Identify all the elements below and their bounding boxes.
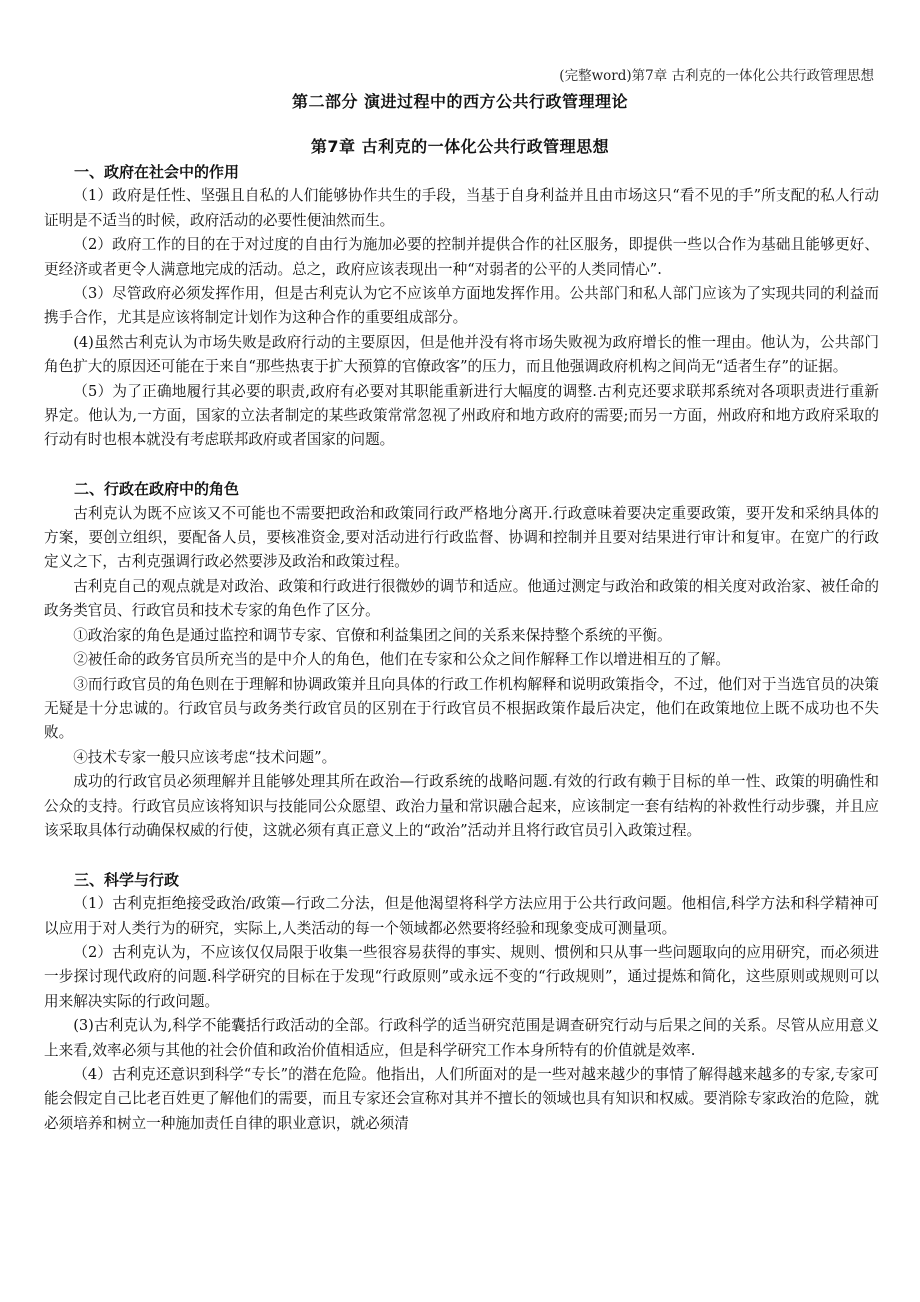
section-heading: 三、科学与行政	[74, 870, 180, 889]
section-spacer	[44, 453, 879, 477]
paragraph: （5）为了正确地履行其必要的职责,政府有必要对其职能重新进行大幅度的调整.古利克还要求联邦系统对各项职责进行重新界定。他认为,一方面，国家的立法者制定的某些政策常常忽视了州政府和地方政府的需要;而另一方面，州政府和地方政府采取的行动有时也根本就没有考虑联邦政府或者国家的问题。	[44, 382, 879, 449]
paragraph: (4)虽然古利克认为市场失败是政府行动的主要原因，但是他并没有将市场失败视为政府增长的惟一理由。他认为，公共部门角色扩大的原因还可能在于来自“那些热衷于扩大预算的官僚政客”的压力，而且他强调政府机构之间尚无“适者生存”的证据。	[44, 333, 879, 376]
section-spacer	[44, 843, 879, 867]
paragraph: 成功的行政官员必须理解并且能够处理其所在政治—行政系统的战略问题.有效的行政有赖于目标的单一性、政策的明确性和公众的支持。行政官员应该将知识与技能同公众愿望、政治力量和常识融合起来，应该制定一套有结构的补救性行动步骤，并且应该采取具体行动确保权威的行使，这就必须有真正意义上的“政治”活动并且将行政官员引入政策过程。	[44, 773, 879, 839]
chapter-title: 第7章 古利克的一体化公共行政管理思想	[310, 137, 610, 156]
document-body	[44, 160, 879, 1136]
part-title: 第二部分 演进过程中的西方公共行政管理理论	[291, 92, 629, 111]
list-item: ④技术专家一般只应该考虑“技术问题”。	[73, 748, 337, 766]
running-header: (完整word)第7章 古利克的一体化公共行政管理思想	[559, 68, 874, 84]
paragraph: （4）古利克还意识到科学“专长”的潜在危险。他指出，人们所面对的是一些对越来越少的事情了解得越来越多的专家,专家可能会假定自己比老百姓更了解他们的需要，而且专家还会宣称对其并不擅长的领域也具有知识和权威。要消除专家政治的危险，就必须培养和树立一种施加责任自律的职业意识，就必须清	[44, 1066, 879, 1132]
list-item: ②被任命的政务官员所充当的是中介人的角色，他们在专家和公众之间作解释工作以增进相互的了解。	[73, 651, 730, 669]
paragraph: （2）古利克认为，不应该仅仅局限于收集一些很容易获得的事实、规则、惯例和只从事一些问题取向的应用研究，而必须进一步探讨现代政府的问题.科学研究的目标在于发现“行政原则”或永远不变的“行政规则”，通过提炼和简化，这些原则或规则可以用来解决实际的行政问题。	[44, 943, 879, 1010]
paragraph: (3)古利克认为,科学不能囊括行政活动的全部。行政科学的适当研究范围是调查研究行动与后果之间的关系。尽管从应用意义上来看,效率必须与其他的社会价值和政治价值相适应，但是科学研究工作本身所特有的价值就是效率.	[44, 1017, 879, 1059]
list-item: ①政治家的角色是通过监控和调节专家、官僚和利益集团之间的关系来保持整个系统的平衡。	[73, 626, 672, 644]
paragraph: 古利克认为既不应该又不可能也不需要把政治和政策同行政严格地分离开.行政意味着要决定重要政策，要开发和采纳具体的方案，要创立组织，要配备人员，要核准资金,要对活动进行行政监督、协调和控制并且要对结果进行审计和复审。在宽广的行政定义之下，古利克强调行政必然要涉及政治和政策过程。	[44, 504, 879, 571]
paragraph: 古利克自己的观点就是对政治、政策和行政进行很微妙的调节和适应。他通过测定与政治和政策的相关度对政治家、被任命的政务类官员、行政官员和技术专家的角色作了区分。	[44, 577, 879, 620]
paragraph: （1）古利克拒绝接受政治/政策—行政二分法，但是他渴望将科学方法应用于公共行政问题。他相信,科学方法和科学精神可以应用于对人类行为的研究，实际上,人类活动的每一个领域都必然要将经验和现象变成可测量项。	[44, 895, 879, 937]
list-item: ③而行政官员的角色则在于理解和协调政策并且向具体的行政工作机构解释和说明政策指令，不过，他们对于当选官员的决策无疑是十分忠诚的。行政官员与政务类行政官员的区别在于行政官员不根据政策作最后决定，他们在政策地位上既不成功也不失败。	[44, 675, 879, 742]
section-heading: 二、行政在政府中的角色	[74, 480, 240, 499]
section-heading: 一、政府在社会中的作用	[74, 163, 240, 181]
paragraph: （3）尽管政府必须发挥作用，但是古利克认为它不应该单方面地发挥作用。公共部门和私人部门应该为了实现共同的利益而携手合作，尤其是应该将制定计划作为这种合作的重要组成部分。	[44, 285, 879, 327]
paragraph: （1）政府是任性、坚强且自私的人们能够协作共生的手段，当基于自身利益并且由市场这只“看不见的手”所支配的私人行动证明是不适当的时候，政府活动的必要性便油然而生。	[44, 187, 879, 229]
paragraph: （2）政府工作的目的在于对过度的自由行为施加必要的控制并提供合作的社区服务，即提供一些以合作为基础且能够更好、更经济或者更令人满意地完成的活动。总之，政府应该表现出一种“对弱者的公平的人类同情心”.	[44, 236, 879, 278]
